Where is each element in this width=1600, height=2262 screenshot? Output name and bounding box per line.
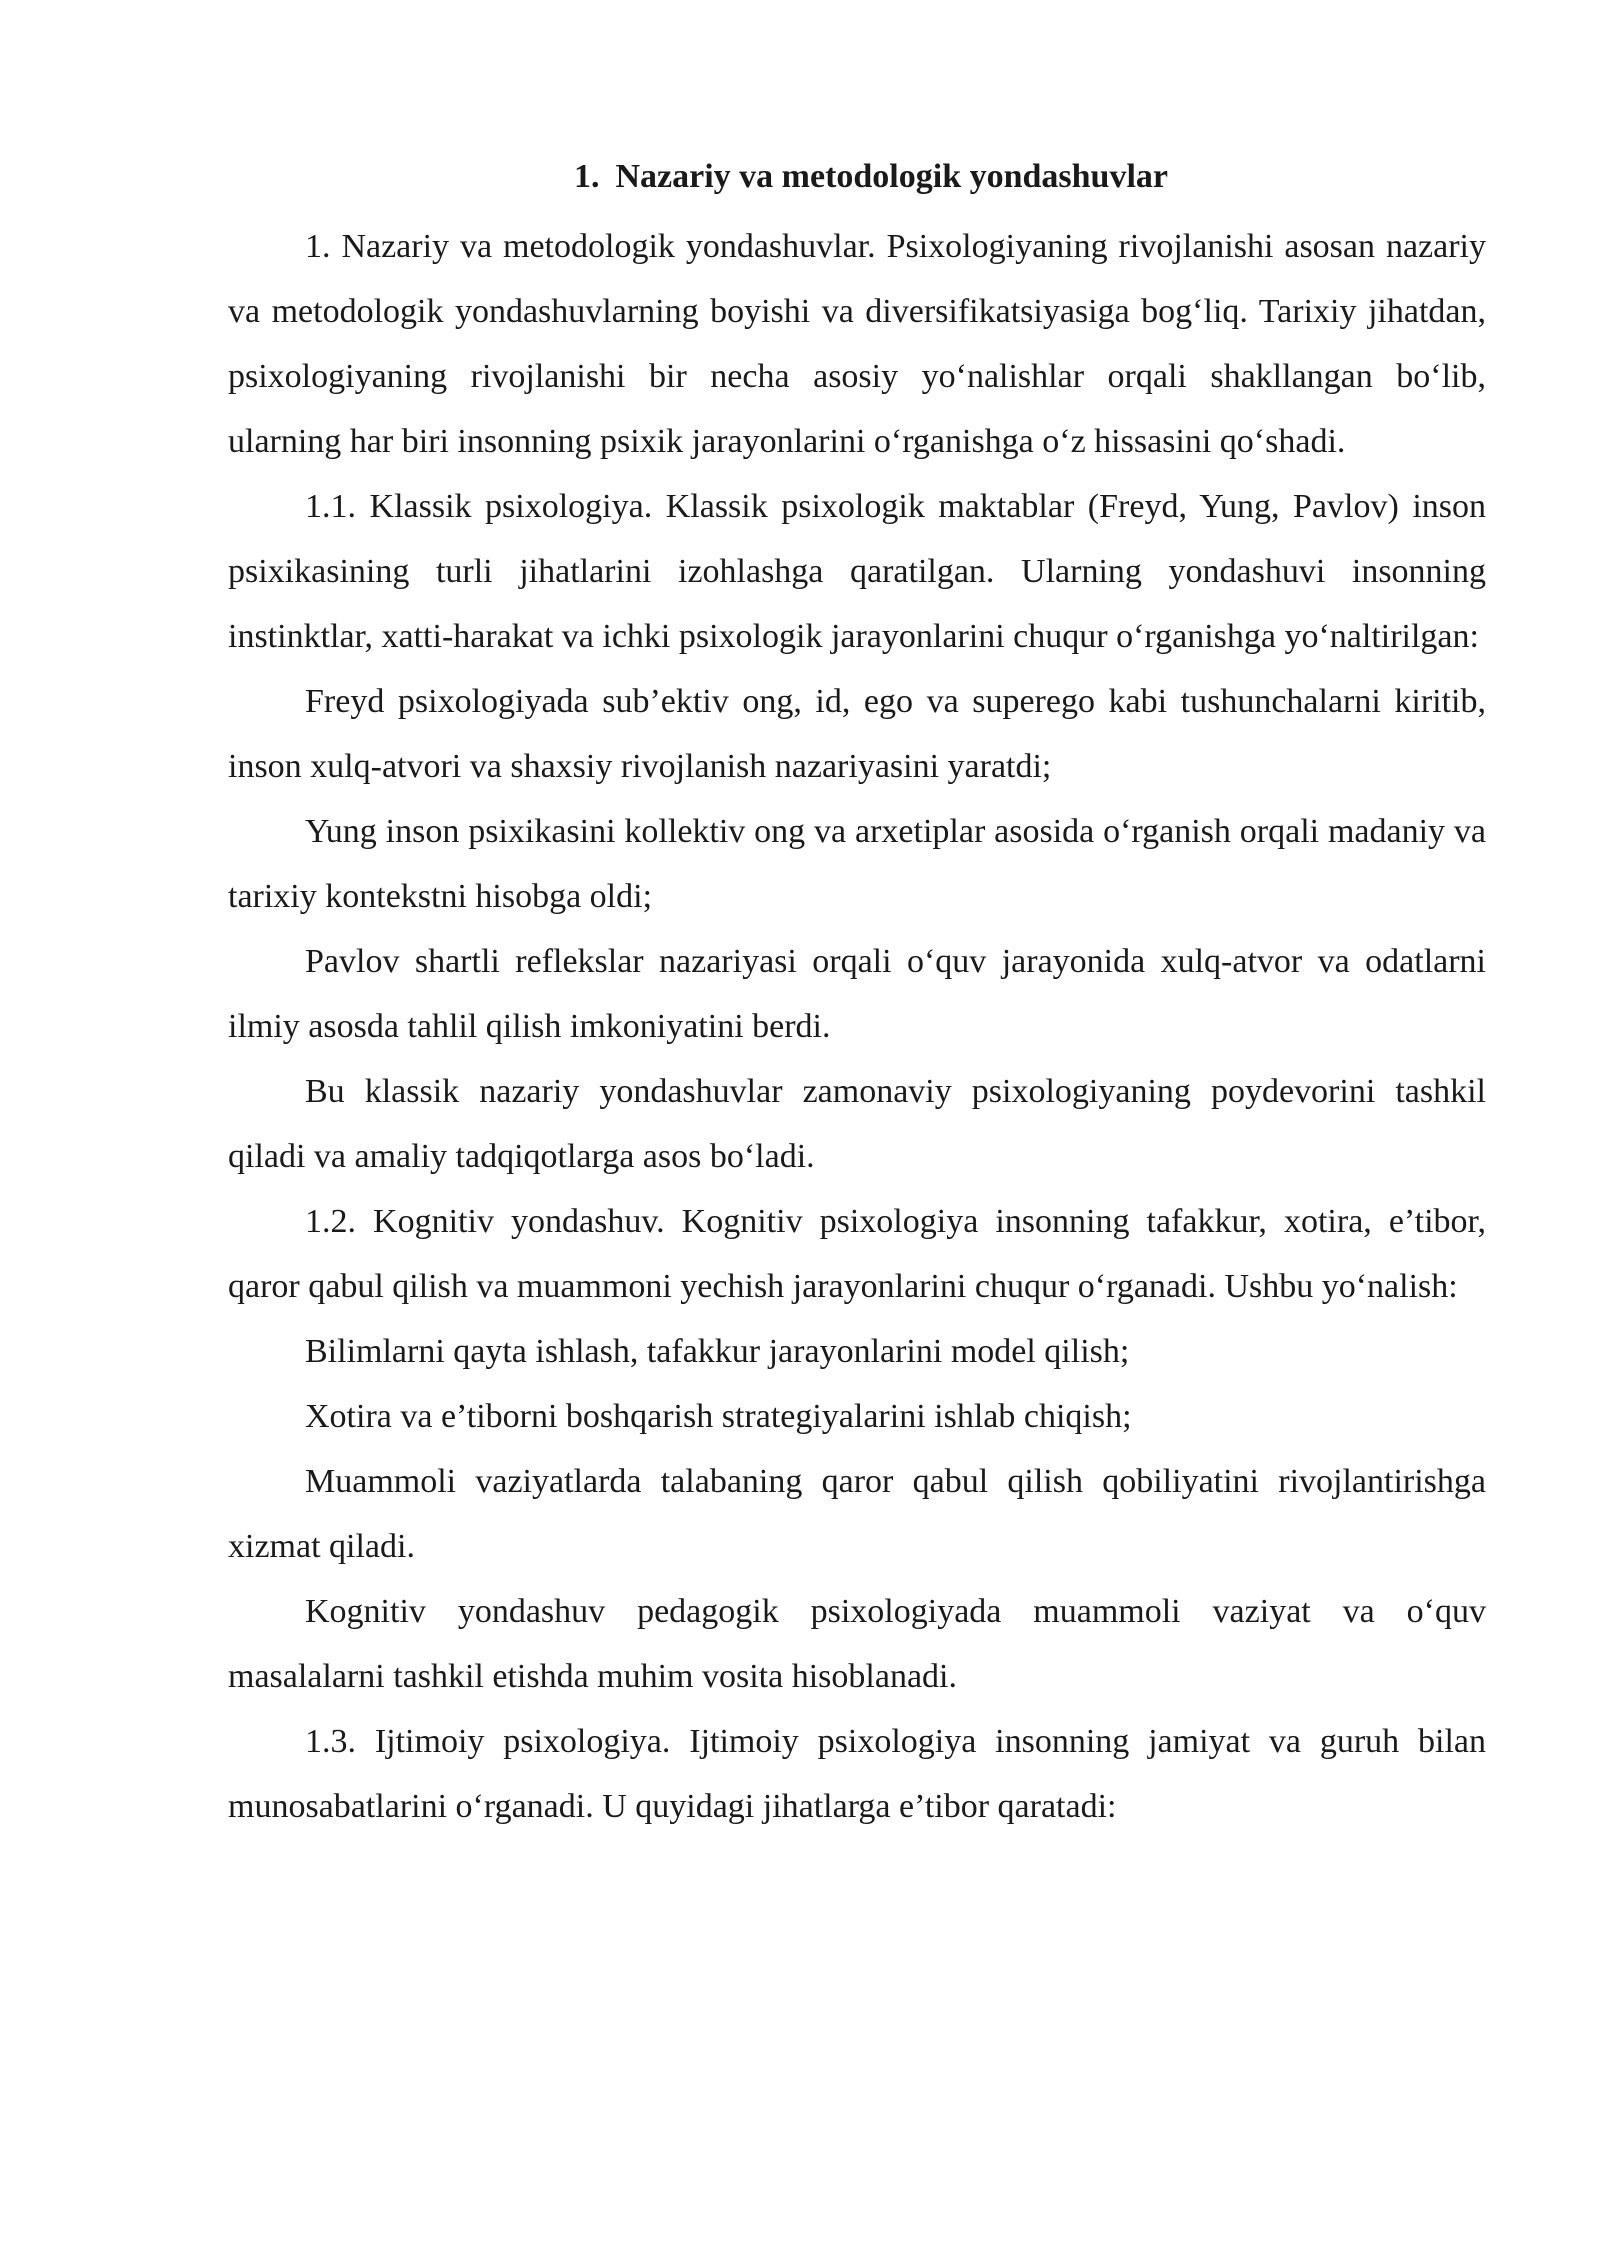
paragraph-classic-psychology: 1.1. Klassik psixologiya. Klassik psixologik maktablar (Freyd, Yung, Pavlov) inson psixikasining turli jihatlarini izohlashga qaratilgan. Ularning yondashuvi insonning instinktlar, xatti-harakat va ichki psixologik jarayonlarini chuqur o‘rganishga yo‘naltirilgan: [228,488,1486,655]
paragraph-classic-summary: Bu klassik nazariy yondashuvlar zamonaviy psixologiyaning poydevorini tashkil qiladi va amaliy tadqiqotlarga asos bo‘ladi. [228,1073,1486,1175]
paragraph-pavlov: Pavlov shartli reflekslar nazariyasi orqali o‘quv jarayonida xulq-atvor va odatlarni ilmiy asosda tahlil qilish imkoniyatini berdi. [228,943,1486,1045]
paragraph-cognitive-item-2: Xotira va e’tiborni boshqarish strategiyalarini ishlab chiqish; [305,1398,1132,1435]
paragraph-cognitive-approach: 1.2. Kognitiv yondashuv. Kognitiv psixologiya insonning tafakkur, xotira, e’tibor, qaror qabul qilish va muammoni yechish jarayonlarini chuqur o‘rganadi. Ushbu yo‘nalish: [228,1203,1486,1305]
paragraph-social-psychology: 1.3. Ijtimoiy psixologiya. Ijtimoiy psixologiya insonning jamiyat va guruh bilan munosabatlarini o‘rganadi. U quyidagi jihatlarga e’tibor qaratadi: [228,1723,1486,1825]
section-title: Nazariy va metodologik yondashuvlar [615,158,1169,195]
section-number: 1. [573,158,600,195]
section-heading [228,148,1486,206]
paragraph-intro: 1. Nazariy va metodologik yondashuvlar. Psixologiyaning rivojlanishi asosan nazariy va metodologik yondashuvlarning boyishi va diversifikatsiyasiga bog‘liq. Tarixiy jihatdan, psixologiyaning rivojlanishi bir necha asosiy yo‘nalishlar orqali shakllangan bo‘lib, ularning har biri insonning psixik jarayonlarini o‘rganishga o‘z hissasini qo‘shadi. [228,228,1486,460]
paragraph-cognitive-item-3: Muammoli vaziyatlarda talabaning qaror qabul qilish qobiliyatini rivojlantirishga xizmat qiladi. [228,1463,1486,1565]
document-page [228,148,1486,1839]
paragraph-cognitive-item-1: Bilimlarni qayta ishlash, tafakkur jarayonlarini model qilish; [305,1333,1130,1370]
paragraph-freud: Freyd psixologiyada sub’ektiv ong, id, ego va superego kabi tushunchalarni kiritib, inson xulq-atvori va shaxsiy rivojlanish nazariyasini yaratdi; [228,683,1486,785]
paragraph-jung: Yung inson psixikasini kollektiv ong va arxetiplar asosida o‘rganish orqali madaniy va tarixiy kontekstni hisobga oldi; [228,813,1486,915]
paragraph-cognitive-summary: Kognitiv yondashuv pedagogik psixologiyada muammoli vaziyat va o‘quv masalalarni tashkil etishda muhim vosita hisoblanadi. [228,1593,1486,1695]
